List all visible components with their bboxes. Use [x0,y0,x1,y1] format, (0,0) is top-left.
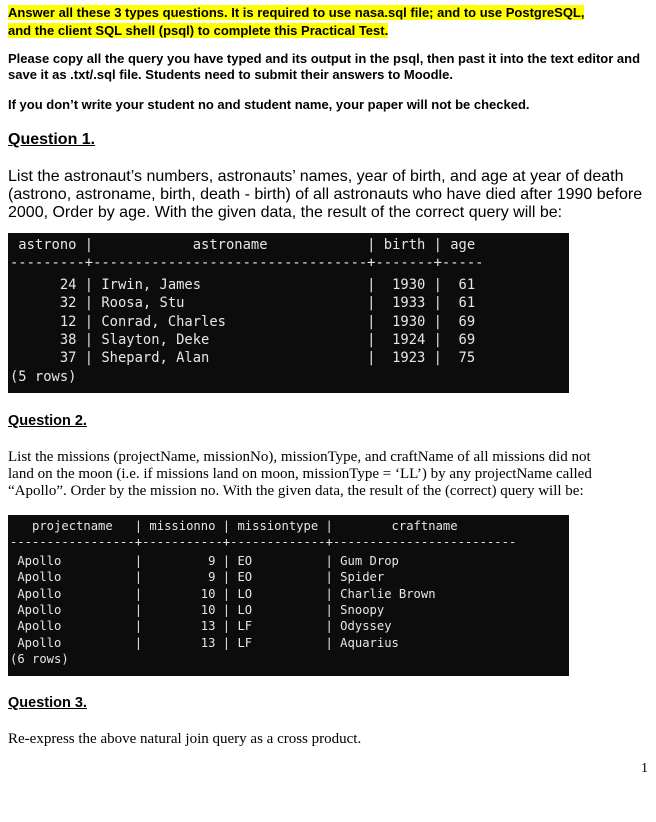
question-2-heading: Question 2. [8,413,87,429]
psql-output-1 [8,233,569,393]
question-1-text-line-1: List the astronaut’s numbers, astronauts’ names, year of birth, and age at year of death [8,168,624,185]
question-2-text-line-1: List the missions (projectName, missionNo), missionType, and craftName of all missions did not [8,449,591,465]
warning-text: If you don’t write your student no and student name, your paper will not be checked. [8,97,530,112]
question-1-text-line-3: 2000, Order by age. With the given data, the result of the correct query will be: [8,204,563,221]
question-2-text-line-3: “Apollo”. Order by the mission no. With the given data, the result of the (correct) query will be: [8,483,584,499]
instructions-block [8,4,584,40]
question-2-text-line-2: land on the moon (i.e. if missions land on moon, missionType = ‘LL’) by any projectName called [8,466,592,482]
psql-2-divider: -----------------+-----------+-------------+------------------------- [10,535,517,550]
instruction-line-2: and the client SQL shell (psql) to complete this Practical Test. [8,23,389,38]
copy-instruction-line-1: Please copy all the query you have typed and its output in the psql, then past it into the text editor and [8,51,641,66]
psql-output-2 [8,515,569,676]
psql-1-row: 24 | Irwin, James | 1930 | 61 [10,276,476,293]
psql-2-footer: (6 rows) [10,652,69,667]
instruction-line-1: Answer all these 3 types questions. It is required to use nasa.sql file; and to use PostgreSQL, [8,5,585,20]
page-number: 1 [641,761,648,776]
psql-2-row: Apollo | 9 | EO | Gum Drop [10,553,399,568]
question-2-text [8,449,592,500]
psql-1-row: 32 | Roosa, Stu | 1933 | 61 [10,295,476,312]
question-1-text [8,168,642,222]
psql-1-row: 12 | Conrad, Charles | 1930 | 69 [10,313,476,330]
psql-1-row: 38 | Slayton, Deke | 1924 | 69 [10,332,476,349]
psql-2-row: Apollo | 9 | EO | Spider [10,570,385,585]
question-1-heading: Question 1. [8,131,96,148]
psql-2-row: Apollo | 10 | LO | Charlie Brown [10,586,436,601]
psql-2-header: projectname | missionno | missiontype | craftname [10,519,458,533]
psql-1-divider: ---------+---------------------------------+-------+----- [10,255,484,272]
psql-2-row: Apollo | 13 | LF | Odyssey [10,619,392,634]
copy-instruction [8,51,640,83]
psql-2-row: Apollo | 13 | LF | Aquarius [10,635,399,650]
psql-2-row: Apollo | 10 | LO | Snoopy [10,603,385,618]
psql-1-row: 37 | Shepard, Alan | 1923 | 75 [10,350,476,367]
question-1-text-line-2: (astrono, astroname, birth, death - birth) of all astronauts who have died after 1990 before [8,186,643,203]
psql-1-footer: (5 rows) [10,368,77,385]
copy-instruction-line-2: save it as .txt/.sql file. Students need to submit their answers to Moodle. [8,67,453,82]
question-3-text: Re-express the above natural join query as a cross product. [8,731,362,747]
question-3-heading: Question 3. [8,695,87,711]
psql-1-header: astrono | astroname | birth | age [10,237,476,253]
